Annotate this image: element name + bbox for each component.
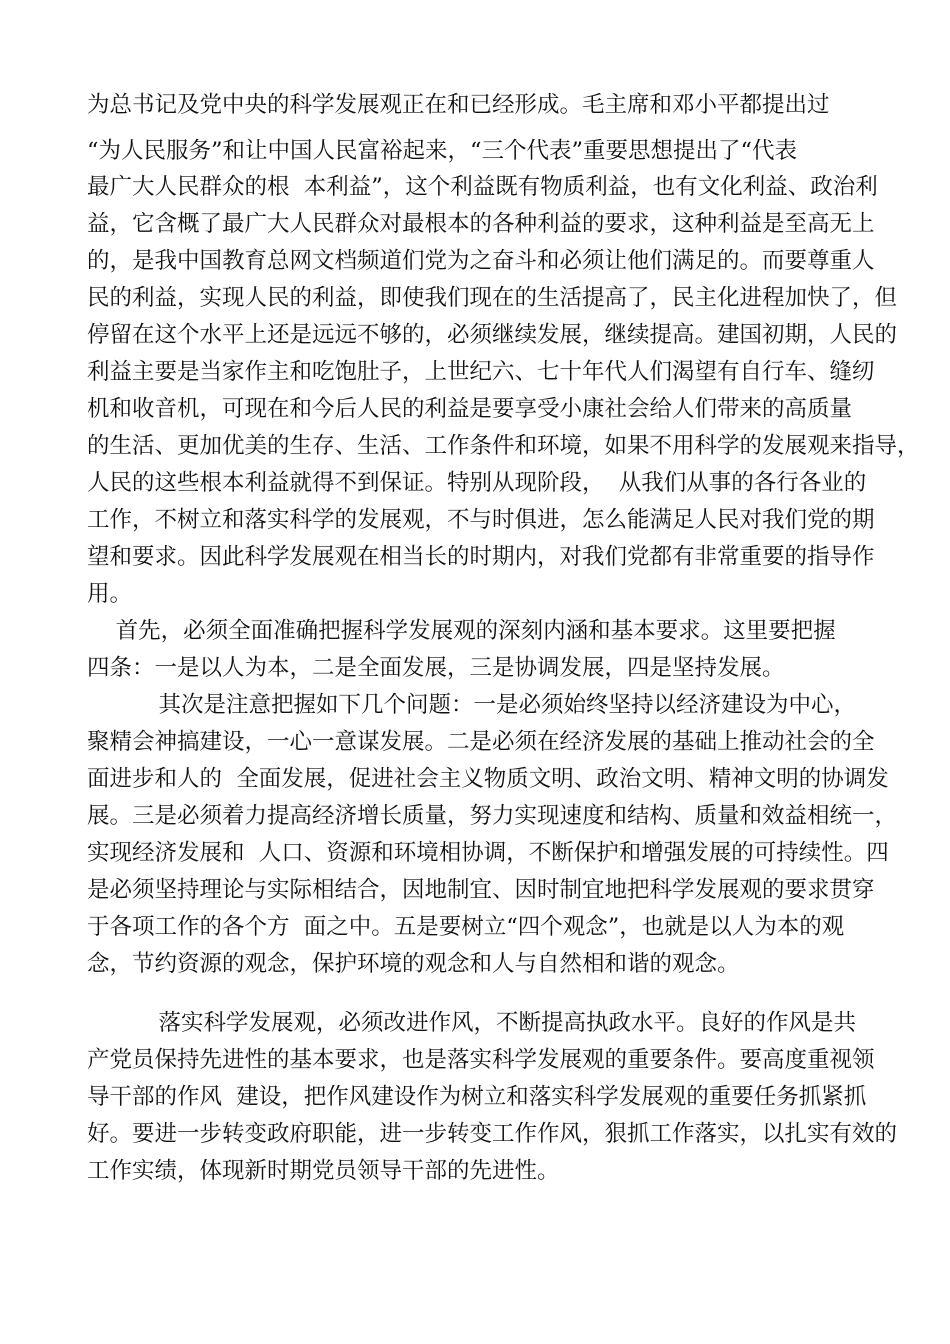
text-line: 民的利益，实现人民的利益，即使我们现在的生活提高了，民主化进程加快了，但 [87,285,898,311]
text-line: 益，它含概了最广大人民群众对最根本的各种利益的要求，这种利益是至高无上 [87,211,875,237]
text-line: 用。 [87,581,133,607]
text-line: 工作，不树立和落实科学的发展观，不与时俱进，怎么能满足人民对我们党的期 [87,507,875,533]
text-line: 于各项工作的各个方 面之中。五是要树立“四个观念”，也就是以人为本的观 [87,914,845,940]
text-line: 落实科学发展观，必须改进作风，不断提高执政水平。良好的作风是共 [87,1010,857,1036]
text-line: 人民的这些根本利益就得不到保证。特别从现阶段， 从我们从事的各行各业的 [87,470,867,496]
text-line: 机和收音机，可现在和今后人民的利益是要享受小康社会给人们带来的高质量 [87,396,853,422]
text-line: 实现经济发展和 人口、资源和环境相协调，不断保护和增强发展的可持续性。四 [87,840,889,866]
text-line: 为总书记及党中央的科学发展观正在和已经形成。毛主席和邓小平都提出过 [87,92,830,118]
text-line: 面进步和人的 全面发展，促进社会主义物质文明、政治文明、精神文明的协调发 [87,766,889,792]
text-line: “为人民服务”和让中国人民富裕起来，“三个代表”重要思想提出了“代表 [87,138,798,164]
text-line: 最广大人民群众的根 本利益”，这个利益既有物质利益，也有文化利益、政治利 [87,174,878,200]
text-line: 的，是我中国教育总网文档频道们党为之奋斗和必须让他们满足的。而要尊重人 [87,248,875,274]
text-line: 产党员保持先进性的基本要求，也是落实科学发展观的重要条件。要高度重视领 [87,1047,875,1073]
text-line: 首先，必须全面准确把握科学发展观的深刻内涵和基本要求。这里要把握 [87,618,836,644]
text-line: 聚精会神搞建设，一心一意谋发展。二是必须在经济发展的基础上推动社会的全 [87,729,875,755]
text-line: 四条：一是以人为本，二是全面发展，三是协调发展，四是坚持发展。 [87,655,785,681]
text-line: 其次是注意把握如下几个问题：一是必须始终坚持以经济建设为中心， [87,692,857,718]
text-line: 停留在这个水平上还是远远不够的，必须继续发展，继续提高。建国初期，人民的 [87,322,898,348]
text-line: 望和要求。因此科学发展观在相当长的时期内，对我们党都有非常重要的指导作 [87,544,875,570]
text-line: 展。三是必须着力提高经济增长质量，努力实现速度和结构、质量和效益相统一， [87,803,898,829]
text-line: 的生活、更加优美的生存、生活、工作条件和环境，如果不用科学的发展观来指导， [87,433,920,459]
text-line: 导干部的作风 建设，把作风建设作为树立和落实科学发展观的重要任务抓紧抓 [87,1084,867,1110]
text-line: 工作实绩，体现新时期党员领导干部的先进性。 [87,1158,560,1184]
text-line: 是必须坚持理论与实际相结合，因地制宜、因时制宜地把科学发展观的要求贯穿 [87,877,875,903]
text-line: 好。要进一步转变政府职能，进一步转变工作作风，狠抓工作落实，以扎实有效的 [87,1121,898,1147]
text-line: 念，节约资源的观念，保护环境的观念和人与自然相和谐的观念。 [87,951,740,977]
text-line: 利益主要是当家作主和吃饱肚子，上世纪六、七十年代人们渴望有自行车、缝纫 [87,359,875,385]
